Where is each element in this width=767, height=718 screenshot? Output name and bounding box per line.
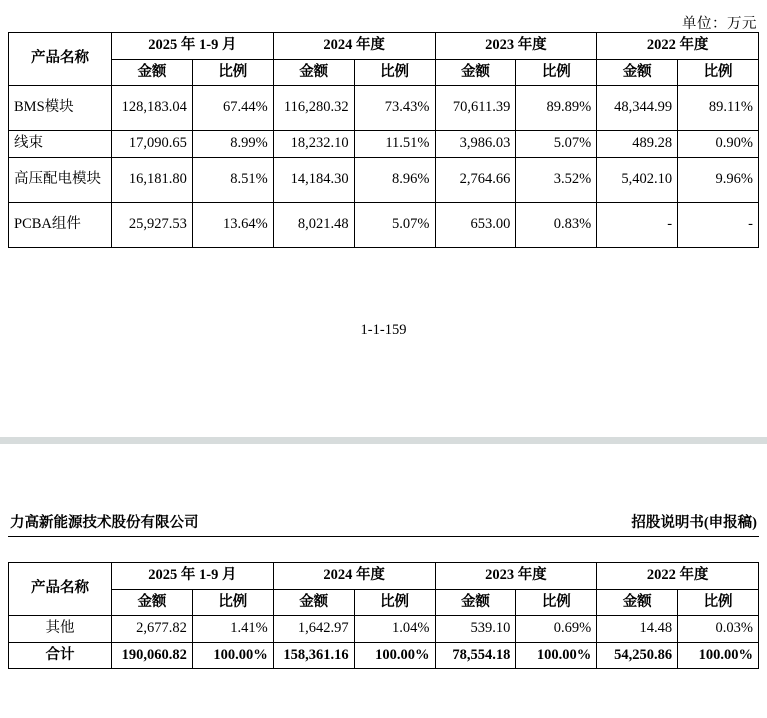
column-header-amount-4: 金额	[597, 589, 678, 616]
revenue-breakdown-table-part2	[8, 562, 759, 669]
cell-ratio: 0.03%	[678, 616, 759, 643]
cell-ratio: 100.00%	[678, 642, 759, 669]
column-header-period-2: 2024 年度	[273, 33, 435, 60]
column-header-amount-2: 金额	[273, 589, 354, 616]
cell-amount: 116,280.32	[273, 86, 354, 131]
cell-ratio: 8.96%	[354, 157, 435, 202]
cell-ratio: 5.07%	[354, 202, 435, 247]
column-header-amount-2: 金额	[273, 59, 354, 86]
column-header-ratio-2: 比例	[354, 59, 435, 86]
table-header-row-metrics	[9, 589, 759, 616]
cell-ratio: 100.00%	[192, 642, 273, 669]
document-type: 招股说明书(申报稿)	[631, 515, 757, 531]
column-header-period-4: 2022 年度	[597, 33, 759, 60]
cell-amount: 653.00	[435, 202, 516, 247]
page-number: 1-1-159	[360, 322, 407, 338]
cell-amount: 1,642.97	[273, 616, 354, 643]
cell-ratio: 0.69%	[516, 616, 597, 643]
row-label-product: PCBA组件	[9, 202, 112, 247]
column-header-amount-1: 金额	[112, 589, 193, 616]
row-label-product: 其他	[9, 616, 112, 643]
cell-ratio: -	[678, 202, 759, 247]
column-header-ratio-4: 比例	[678, 59, 759, 86]
column-header-ratio-4: 比例	[678, 589, 759, 616]
column-header-amount-3: 金额	[435, 589, 516, 616]
cell-amount: 70,611.39	[435, 86, 516, 131]
revenue-breakdown-table-part1	[8, 32, 759, 248]
cell-amount: 48,344.99	[597, 86, 678, 131]
cell-amount: -	[597, 202, 678, 247]
cell-ratio: 67.44%	[192, 86, 273, 131]
cell-amount: 14.48	[597, 616, 678, 643]
column-header-ratio-3: 比例	[516, 59, 597, 86]
cell-amount: 2,764.66	[435, 157, 516, 202]
cell-ratio: 8.99%	[192, 131, 273, 158]
column-header-product-name: 产品名称	[9, 563, 112, 616]
unit-note: 单位：万元	[682, 16, 757, 32]
column-header-product-name: 产品名称	[9, 33, 112, 86]
table-row	[9, 157, 759, 202]
cell-amount: 54,250.86	[597, 642, 678, 669]
row-label-product: 线束	[9, 131, 112, 158]
table-header-row-metrics	[9, 59, 759, 86]
table-header-row-periods	[9, 563, 759, 590]
cell-amount: 16,181.80	[112, 157, 193, 202]
table-header-row-periods	[9, 33, 759, 60]
cell-ratio: 0.90%	[678, 131, 759, 158]
column-header-period-4: 2022 年度	[597, 563, 759, 590]
cell-ratio: 13.64%	[192, 202, 273, 247]
column-header-amount-1: 金额	[112, 59, 193, 86]
cell-amount: 78,554.18	[435, 642, 516, 669]
table-row	[9, 86, 759, 131]
column-header-ratio-3: 比例	[516, 589, 597, 616]
column-header-period-3: 2023 年度	[435, 33, 597, 60]
cell-amount: 190,060.82	[112, 642, 193, 669]
column-header-ratio-2: 比例	[354, 589, 435, 616]
column-header-ratio-1: 比例	[192, 589, 273, 616]
column-header-amount-3: 金额	[435, 59, 516, 86]
page-break-divider	[0, 437, 767, 444]
cell-amount: 158,361.16	[273, 642, 354, 669]
cell-amount: 539.10	[435, 616, 516, 643]
cell-amount: 25,927.53	[112, 202, 193, 247]
cell-amount: 2,677.82	[112, 616, 193, 643]
column-header-period-2: 2024 年度	[273, 563, 435, 590]
cell-amount: 128,183.04	[112, 86, 193, 131]
cell-ratio: 9.96%	[678, 157, 759, 202]
table-row-total	[9, 642, 759, 669]
table-row	[9, 616, 759, 643]
cell-ratio: 8.51%	[192, 157, 273, 202]
table-row	[9, 131, 759, 158]
column-header-ratio-1: 比例	[192, 59, 273, 86]
cell-ratio: 1.41%	[192, 616, 273, 643]
cell-ratio: 1.04%	[354, 616, 435, 643]
cell-ratio: 100.00%	[516, 642, 597, 669]
cell-amount: 8,021.48	[273, 202, 354, 247]
cell-ratio: 100.00%	[354, 642, 435, 669]
cell-amount: 489.28	[597, 131, 678, 158]
cell-ratio: 11.51%	[354, 131, 435, 158]
row-label-product: BMS模块	[9, 86, 112, 131]
column-header-amount-4: 金额	[597, 59, 678, 86]
cell-amount: 14,184.30	[273, 157, 354, 202]
column-header-period-1: 2025 年 1-9 月	[112, 33, 274, 60]
table-row	[9, 202, 759, 247]
cell-amount: 18,232.10	[273, 131, 354, 158]
cell-ratio: 89.11%	[678, 86, 759, 131]
cell-amount: 5,402.10	[597, 157, 678, 202]
column-header-period-3: 2023 年度	[435, 563, 597, 590]
row-label-product: 高压配电模块	[9, 157, 112, 202]
cell-amount: 17,090.65	[112, 131, 193, 158]
company-name: 力高新能源技术股份有限公司	[10, 515, 199, 531]
cell-ratio: 89.89%	[516, 86, 597, 131]
cell-ratio: 73.43%	[354, 86, 435, 131]
cell-ratio: 0.83%	[516, 202, 597, 247]
cell-ratio: 5.07%	[516, 131, 597, 158]
row-label-total: 合计	[9, 642, 112, 669]
cell-ratio: 3.52%	[516, 157, 597, 202]
cell-amount: 3,986.03	[435, 131, 516, 158]
header-rule	[8, 536, 759, 537]
column-header-period-1: 2025 年 1-9 月	[112, 563, 274, 590]
